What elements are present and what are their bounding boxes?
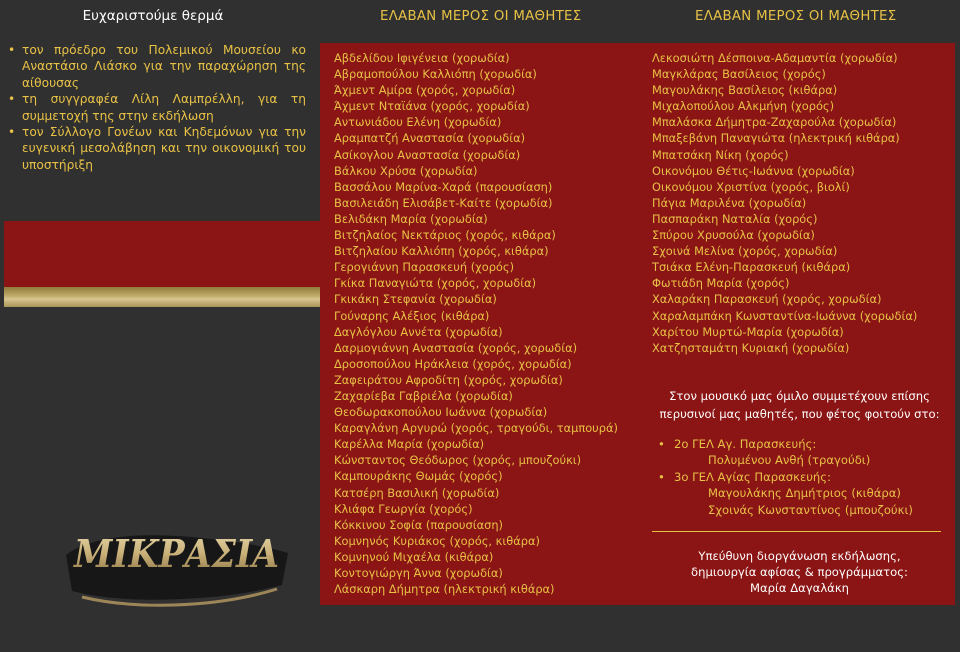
student-entry: Πάγια Μαριλένα (χορωδία) bbox=[652, 195, 807, 210]
student-entry: Γερογιάννη Παρασκευή (χορός) bbox=[334, 260, 515, 275]
student-entry: Σπύρου Χρυσούλα (χορωδία) bbox=[652, 228, 815, 243]
mikrasia-logo bbox=[62, 515, 292, 615]
student-entry: Θεοδωρακοπούλου Ιωάννα (χορωδία) bbox=[334, 405, 548, 420]
divider bbox=[652, 531, 941, 532]
student-entry: Σχοινά Μελίνα (χορός, χορωδία) bbox=[652, 244, 838, 259]
student-entry: Καραγλάνη Αργυρώ (χορός, τραγούδι, ταμπουρά) bbox=[334, 421, 618, 436]
student-entry: Χαρίτου Μυρτώ-Μαρία (χορωδία) bbox=[652, 324, 844, 339]
student-entry: Μπαξεβάνη Παναγιώτα (ηλεκτρική κιθάρα) bbox=[652, 131, 900, 146]
student-entry: Κομνηνός Κυριάκος (χορός, κιθάρα) bbox=[334, 533, 540, 548]
column-2-title: ΕΛΑΒΑΝ ΜΕΡΟΣ ΟΙ ΜΑΘΗΤΕΣ bbox=[695, 9, 897, 24]
student-entry: Βασσάλου Μαρίνα-Χαρά (παρουσίαση) bbox=[334, 179, 553, 194]
student-entry: Μπαλάσκα Δήμητρα-Ζαχαρούλα (χορωδία) bbox=[652, 115, 897, 130]
student-entry: Οικονόμου Χριστίνα (χορός, βιολί) bbox=[652, 179, 850, 194]
student-entry: Άχμεντ Νταϊάνα (χορός, χορωδία) bbox=[334, 99, 530, 114]
school-member: Μαγουλάκης Δημήτριος (κιθάρα) bbox=[708, 486, 901, 501]
student-entry: Γούναρης Αλέξιος (κιθάρα) bbox=[334, 308, 490, 323]
decorative-red-band bbox=[4, 221, 320, 287]
school-member: Πολυμένου Ανθή (τραγούδι) bbox=[708, 453, 871, 468]
student-entry: Μπατσάκη Νίκη (χορός) bbox=[652, 147, 789, 162]
student-entry: Βάλκου Χρύσα (χορωδία) bbox=[334, 163, 478, 178]
student-entry: Μιχαλοπούλου Αλκμήνη (χορός) bbox=[652, 99, 835, 114]
student-entry: Κόκκινου Σοφία (παρουσίαση) bbox=[334, 517, 503, 532]
students-list-2 bbox=[652, 50, 917, 356]
organizer-line: δημιουργία αφίσας & προγράμματος: bbox=[691, 565, 908, 580]
student-entry: Τσιάκα Ελένη-Παρασκευή (κιθάρα) bbox=[652, 260, 851, 275]
student-entry: Γκίκα Παναγιώτα (χορός, χορωδία) bbox=[334, 276, 537, 291]
student-entry: Καρέλλα Μαρία (χορωδία) bbox=[334, 437, 485, 452]
student-entry: Κώνσταντος Θεόδωρος (χορός, μπουζούκι) bbox=[334, 453, 582, 468]
organizer-name: Μαρία Δαγαλάκη bbox=[749, 581, 850, 596]
student-entry: Κατσέρη Βασιλική (χορωδία) bbox=[334, 485, 500, 500]
school-item: • 2ο ΓΕΛ Αγ. Παρασκευής: bbox=[658, 436, 948, 452]
student-entry: Αντωνιάδου Ελένη (χορωδία) bbox=[334, 115, 502, 130]
school-item: • 3ο ΓΕΛ Αγίας Παρασκευής: bbox=[658, 469, 948, 485]
logo-text: ΜΙΚΡΑΣΙΑ bbox=[72, 531, 279, 576]
student-entry: Οικονόμου Θέτις-Ιωάννα (χορωδία) bbox=[652, 163, 855, 178]
student-entry: Χατζησταμάτη Κυριακή (χορωδία) bbox=[652, 340, 850, 355]
student-entry: Χαραλαμπάκη Κωνσταντίνα-Ιωάννα (χορωδία) bbox=[652, 308, 918, 323]
school-member-list bbox=[658, 485, 948, 518]
students-list-1 bbox=[334, 50, 618, 597]
student-entry: Χαλαράκη Παρασκευή (χορός, χορωδία) bbox=[652, 292, 882, 307]
student-entry: Βιτζηλαίος Νεκτάριος (χορός, κιθάρα) bbox=[334, 228, 556, 243]
student-entry: Βασιλειάδη Ελισάβετ-Καίτε (χορωδία) bbox=[334, 195, 553, 210]
column-1-title: ΕΛΑΒΑΝ ΜΕΡΟΣ ΟΙ ΜΑΘΗΤΕΣ bbox=[380, 9, 582, 24]
student-entry: Γκικάκη Στεφανία (χορωδία) bbox=[334, 292, 497, 307]
student-entry: Αραμπατζή Αναστασία (χορωδία) bbox=[334, 131, 526, 146]
thanks-item: • τον Σύλλογο Γονέων και Κηδεμόνων για την ευγενική μεσολάβηση και την οικονομική του υποστήριξη bbox=[8, 124, 306, 173]
former-students-note: Στον μουσικό μας όμιλο συμμετέχουν επίσης περυσινοί μας μαθητές, που φέτος φοιτούν στο: bbox=[659, 389, 940, 421]
student-entry: Πασπαράκη Ναταλία (χορός) bbox=[652, 211, 818, 226]
thanks-title: Ευχαριστούμε θερμά bbox=[82, 8, 224, 24]
student-entry: Αβδελίδου Ιφιγένεια (χορωδία) bbox=[334, 51, 510, 65]
student-entry: Καμπουράκης Θωμάς (χορός) bbox=[334, 469, 503, 484]
student-entry: Κοντογιώργη Άννα (χορωδία) bbox=[334, 566, 503, 580]
organizer-credit bbox=[652, 548, 947, 597]
student-entry: Μαγκλάρας Βασίλειος (χορός) bbox=[652, 67, 826, 82]
thanks-item: • τη συγγραφέα Λίλη Λαμπρέλλη, για τη συμμετοχή της στην εκδήλωση bbox=[8, 91, 306, 124]
student-entry: Ζαφειράτου Αφροδίτη (χορός, χορωδία) bbox=[334, 372, 563, 387]
thanks-item: • τον πρόεδρο του Πολεμικού Μουσείου κο Αναστάσιο Λιάσκο για την παραχώρηση της αίθουσας bbox=[8, 42, 306, 91]
student-entry: Λεκοσιώτη Δέσποινα-Αδαμαντία (χορωδία) bbox=[652, 51, 898, 65]
student-entry: Φωτιάδη Μαρία (χορός) bbox=[652, 276, 790, 291]
student-entry: Ασίκογλου Αναστασία (χορωδία) bbox=[334, 147, 521, 162]
student-entry: Δροσοπούλου Ηράκλεια (χορός, χορωδία) bbox=[334, 356, 572, 371]
student-entry: Μαγουλάκης Βασίλειος (κιθάρα) bbox=[652, 83, 838, 98]
student-entry: Αβραμοπούλου Καλλιόπη (χορωδία) bbox=[334, 67, 537, 82]
student-entry: Ζαχαρίεβα Γαβριέλα (χορωδία) bbox=[334, 388, 513, 403]
student-entry: Βιτζηλαίου Καλλιόπη (χορός, κιθάρα) bbox=[334, 244, 549, 259]
student-entry: Άχμεντ Αμίρα (χορός, χορωδία) bbox=[334, 83, 516, 98]
school-member-list bbox=[658, 452, 948, 468]
schools-list bbox=[658, 436, 948, 518]
student-entry: Λάσκαρη Δήμητρα (ηλεκτρική κιθάρα) bbox=[334, 582, 555, 597]
student-entry: Βελιδάκη Μαρία (χορωδία) bbox=[334, 211, 488, 226]
student-entry: Κομνηνού Μιχαέλα (κιθάρα) bbox=[334, 549, 494, 564]
student-entry: Δαρμογιάννη Αναστασία (χορός, χορωδία) bbox=[334, 340, 578, 355]
decorative-gold-band bbox=[4, 287, 320, 307]
thanks-list bbox=[8, 42, 306, 173]
organizer-line: Υπεύθυνη διοργάνωση εκδήλωσης, bbox=[698, 549, 901, 563]
student-entry: Κλιάφα Γεωργία (χορός) bbox=[334, 501, 473, 516]
school-member: Σχοινάς Κωνσταντίνος (μπουζούκι) bbox=[708, 502, 913, 517]
student-entry: Δαγλόγλου Αννέτα (χορωδία) bbox=[334, 324, 503, 339]
